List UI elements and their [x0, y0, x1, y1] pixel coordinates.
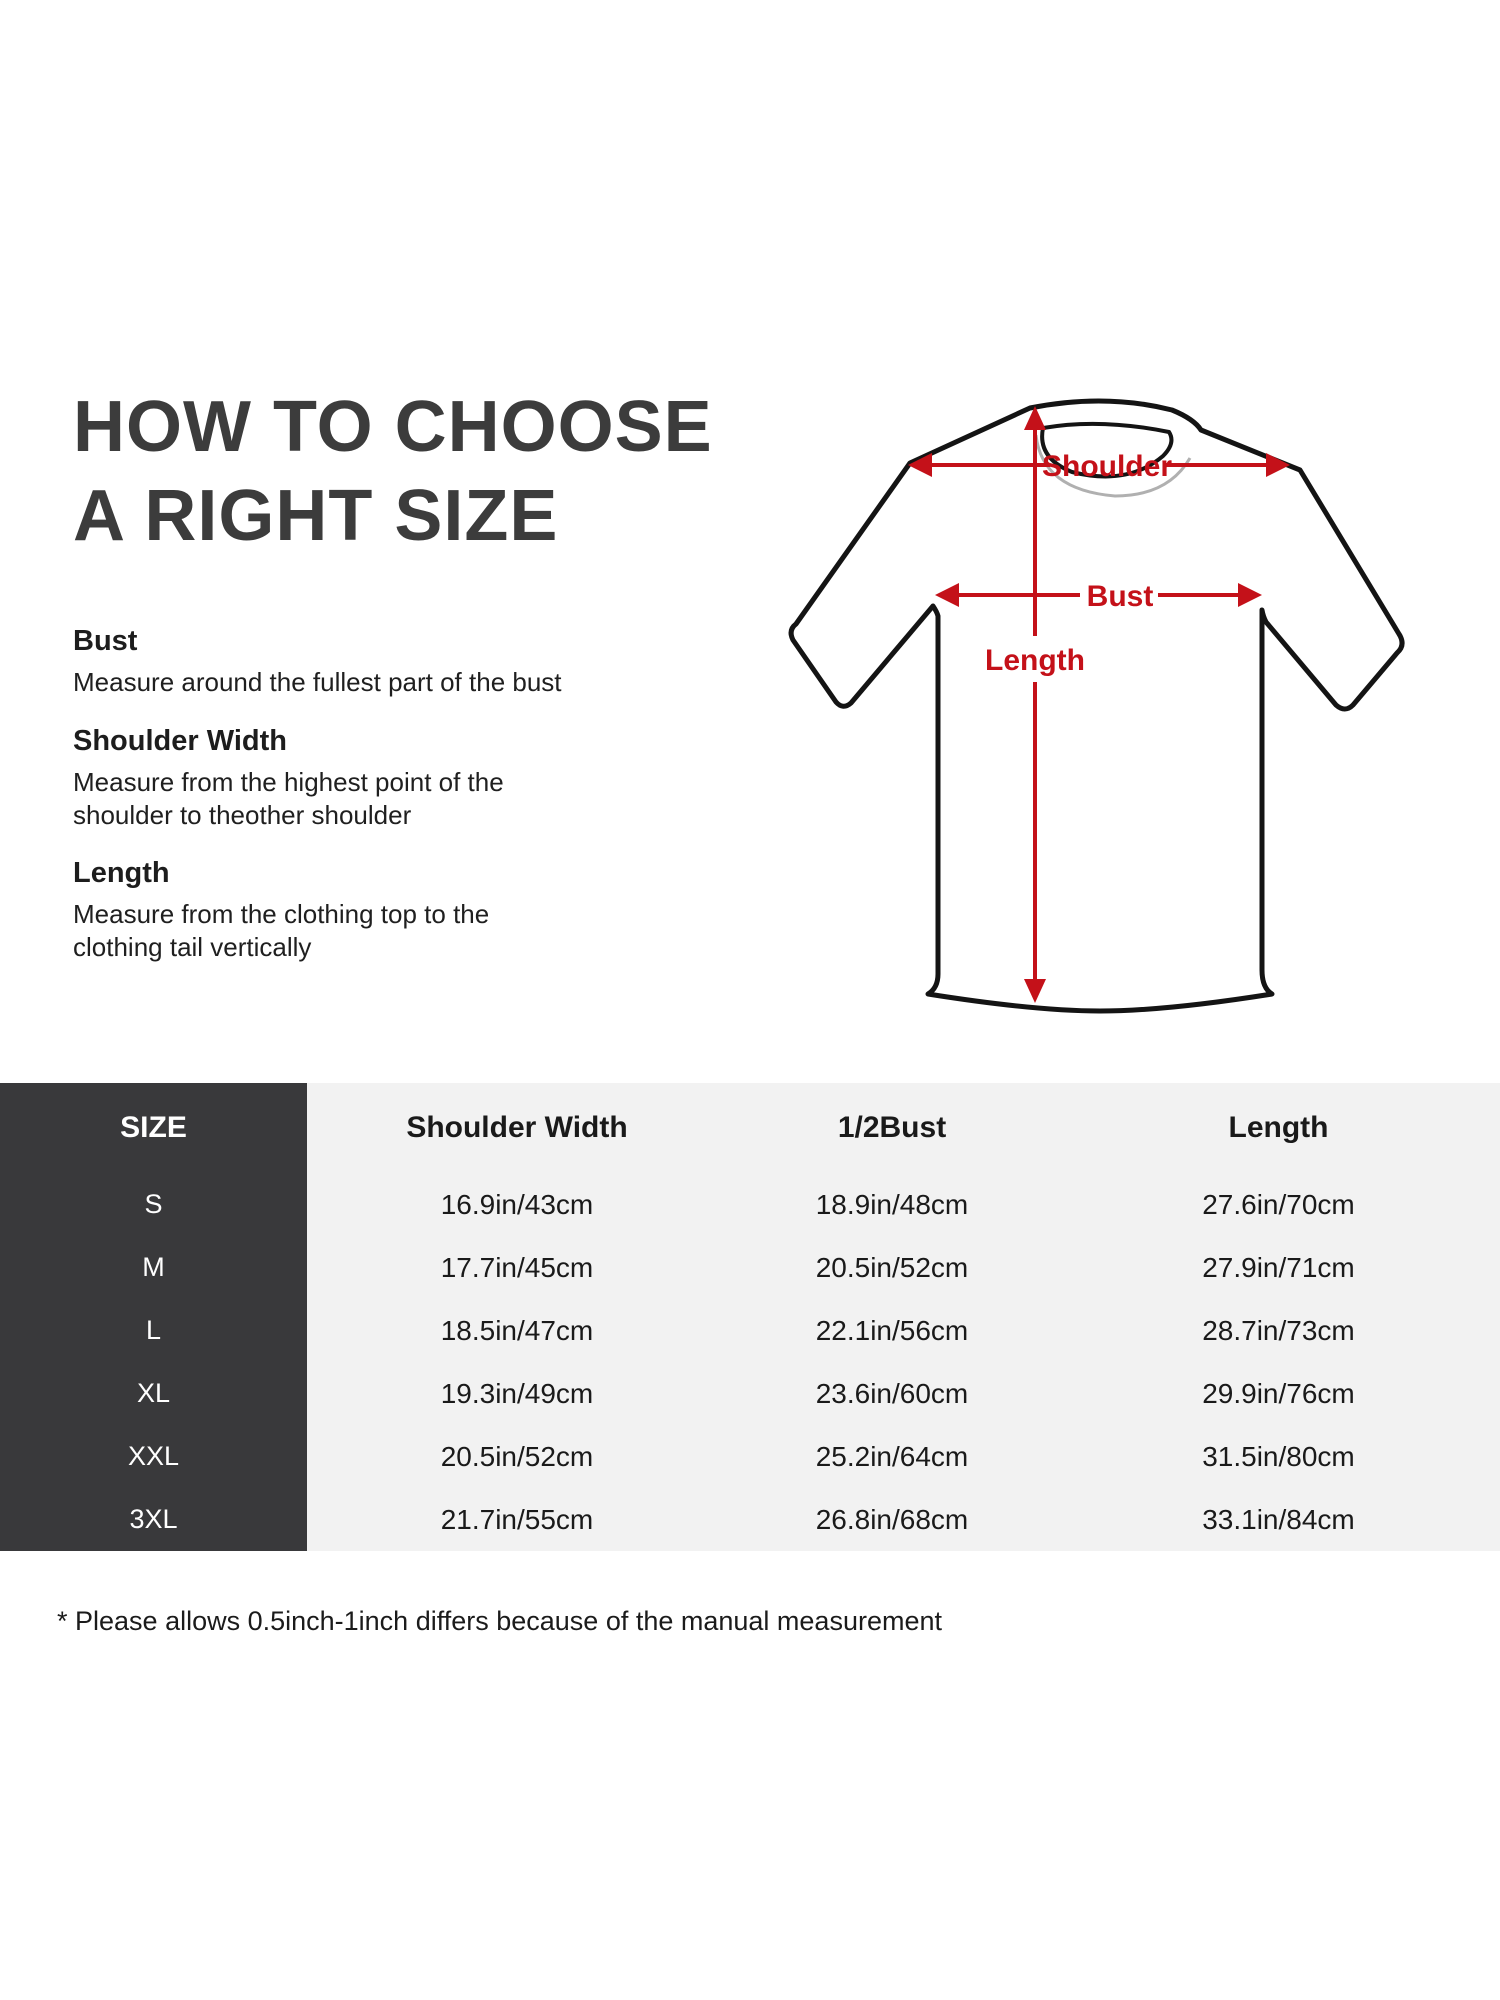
shoulder-arrow-label: Shoulder	[1041, 450, 1173, 483]
row-l-label: L	[0, 1299, 307, 1362]
row-m-half-bust: 20.5in/52cm	[727, 1236, 1057, 1299]
row-xxl-shoulder: 20.5in/52cm	[307, 1425, 727, 1488]
row-s-shoulder: 16.9in/43cm	[307, 1173, 727, 1236]
row-s-label: S	[0, 1173, 307, 1236]
row-xl-shoulder: 19.3in/49cm	[307, 1362, 727, 1425]
row-xxl-half-bust: 25.2in/64cm	[727, 1425, 1057, 1488]
instruction-bust-body: Measure around the fullest part of the bust	[73, 667, 562, 697]
instruction-length	[73, 856, 553, 964]
table-header-shoulder: Shoulder Width	[307, 1083, 727, 1173]
row-xxl-length: 31.5in/80cm	[1057, 1425, 1500, 1488]
instruction-bust-heading: Bust	[73, 625, 138, 657]
row-m-label: M	[0, 1236, 307, 1299]
row-s-length: 27.6in/70cm	[1057, 1173, 1500, 1236]
tshirt-drawing	[600, 280, 1500, 1060]
page-title-line2: A RIGHT SIZE	[73, 476, 559, 556]
length-arrow-label: Length	[985, 644, 1085, 677]
row-l-shoulder: 18.5in/47cm	[307, 1299, 727, 1362]
table-header-size: SIZE	[0, 1083, 307, 1173]
table-header-length: Length	[1057, 1083, 1500, 1173]
measurement-disclaimer: * Please allows 0.5inch-1inch differs because of the manual measurement	[57, 1606, 943, 1636]
instruction-length-body: Measure from the clothing top to the clothing tail vertically	[73, 899, 490, 962]
page-title-line1: HOW TO CHOOSE	[73, 387, 713, 467]
row-xl-length: 29.9in/76cm	[1057, 1362, 1500, 1425]
row-s-half-bust: 18.9in/48cm	[727, 1173, 1057, 1236]
instruction-length-heading: Length	[73, 857, 170, 889]
row-m-shoulder: 17.7in/45cm	[307, 1236, 727, 1299]
row-xl-half-bust: 23.6in/60cm	[727, 1362, 1057, 1425]
row-3xl-shoulder: 21.7in/55cm	[307, 1488, 727, 1551]
tshirt-measurement-diagram	[600, 280, 1500, 1060]
bust-arrow-label: Bust	[1086, 580, 1154, 613]
row-xl-label: XL	[0, 1362, 307, 1425]
row-m-length: 27.9in/71cm	[1057, 1236, 1500, 1299]
row-l-length: 28.7in/73cm	[1057, 1299, 1500, 1362]
instruction-shoulder-heading: Shoulder Width	[73, 725, 287, 757]
table-header-half-bust: 1/2Bust	[727, 1083, 1057, 1173]
instruction-shoulder	[73, 724, 553, 832]
instruction-shoulder-body: Measure from the highest point of the shoulder to theother shoulder	[73, 767, 504, 830]
row-l-half-bust: 22.1in/56cm	[727, 1299, 1057, 1362]
row-xxl-label: XXL	[0, 1425, 307, 1488]
row-3xl-half-bust: 26.8in/68cm	[727, 1488, 1057, 1551]
size-table	[0, 1083, 1500, 1551]
row-3xl-label: 3XL	[0, 1488, 307, 1551]
row-3xl-length: 33.1in/84cm	[1057, 1488, 1500, 1551]
